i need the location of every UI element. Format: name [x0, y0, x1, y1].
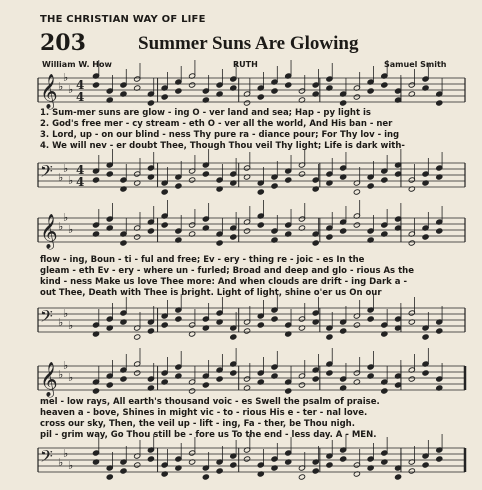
- note-head: [312, 376, 319, 382]
- note-head: [120, 376, 127, 382]
- note-head: [326, 370, 333, 376]
- bass-clef: 𝄢: [40, 446, 53, 470]
- note-head: [257, 189, 264, 195]
- flat-icon: ♭: [63, 447, 69, 460]
- note-head: [202, 382, 209, 388]
- note-head: [106, 474, 113, 480]
- note-head: [353, 322, 360, 328]
- note-head: [312, 240, 319, 246]
- note-head: [106, 382, 113, 388]
- time-signature: 4: [76, 175, 85, 189]
- note-head: [257, 94, 264, 100]
- lyric-line: 3. Lord, up - on our blind - ness Thy pure ra - diance pour; For Thy lov - ing: [40, 130, 400, 140]
- note-head: [243, 328, 250, 334]
- note-head: [298, 382, 305, 388]
- note-head: [216, 240, 223, 246]
- note-head: [216, 468, 223, 474]
- note-head: [175, 88, 182, 94]
- bass-clef: 𝄢: [40, 306, 53, 330]
- note-head: [285, 177, 292, 183]
- bass-staff-1: [0, 155, 482, 205]
- note-head: [134, 370, 141, 376]
- flat-icon: ♭: [68, 459, 74, 472]
- flat-icon: ♭: [68, 83, 74, 96]
- note-head: [381, 82, 388, 88]
- note-head: [161, 322, 168, 328]
- lyric-line: gleam - eth Ev - ery - where un - furled; Broad and deep and glo - rious As the: [40, 266, 414, 276]
- note-head: [243, 456, 250, 462]
- hymn-number: 203: [40, 30, 86, 56]
- treble-clef: 𝄞: [40, 214, 58, 249]
- note-head: [230, 234, 237, 240]
- lyric-line: flow - ing, Boun - ti - ful and free; Ev - ery - thing re - joic - es In the: [40, 255, 365, 265]
- flat-icon: ♭: [58, 80, 64, 93]
- tune-name: RUTH: [233, 60, 258, 69]
- note-head: [161, 222, 168, 228]
- note-head: [106, 171, 113, 177]
- note-head: [175, 183, 182, 189]
- note-head: [120, 468, 127, 474]
- note-head: [202, 171, 209, 177]
- note-head: [422, 462, 429, 468]
- note-head: [147, 456, 154, 462]
- treble-clef: 𝄞: [40, 362, 58, 397]
- lyric-line: kind - ness Make us love Thee more: And when clouds are drift - ing Dark a -: [40, 277, 407, 287]
- bass-clef: 𝄢: [40, 161, 53, 185]
- lyric-line: cross our sky, Then, the veil up - lift - ing, Fa - ther, be Thou nigh.: [40, 419, 355, 429]
- lyric-line: out Thee, Death with Thee is bright. Light of light, shine o'er us On our: [40, 288, 382, 298]
- note-head: [134, 462, 141, 468]
- note-head: [161, 94, 168, 100]
- note-head: [367, 88, 374, 94]
- note-head: [395, 474, 402, 480]
- note-head: [422, 370, 429, 376]
- note-head: [285, 388, 292, 394]
- flat-icon: ♭: [68, 319, 74, 332]
- note-head: [298, 474, 305, 480]
- note-head: [202, 474, 209, 480]
- note-head: [243, 228, 250, 234]
- lyric-line: mel - low rays, All earth's thousand voic - es Swell the psalm of praise.: [40, 397, 380, 407]
- note-head: [340, 100, 347, 106]
- flat-icon: ♭: [58, 456, 64, 469]
- note-head: [381, 388, 388, 394]
- note-head: [230, 334, 237, 340]
- note-head: [353, 222, 360, 228]
- note-head: [147, 228, 154, 234]
- composer-credit: Samuel Smith: [384, 60, 447, 69]
- flat-icon: ♭: [68, 371, 74, 384]
- note-head: [436, 228, 443, 234]
- note-head: [285, 82, 292, 88]
- note-head: [408, 240, 415, 246]
- note-head: [92, 388, 99, 394]
- note-head: [147, 328, 154, 334]
- note-head: [161, 189, 168, 195]
- note-head: [243, 100, 250, 106]
- note-head: [175, 316, 182, 322]
- bass-staff-2: [0, 300, 482, 350]
- bass-staff-3: [0, 440, 482, 490]
- flat-icon: ♭: [63, 307, 69, 320]
- flat-icon: ♭: [63, 211, 69, 224]
- note-head: [408, 376, 415, 382]
- author-credit: William W. How: [42, 60, 112, 69]
- note-head: [271, 183, 278, 189]
- note-head: [340, 228, 347, 234]
- flat-icon: ♭: [58, 171, 64, 184]
- note-head: [326, 334, 333, 340]
- note-head: [340, 328, 347, 334]
- note-head: [230, 370, 237, 376]
- note-head: [134, 234, 141, 240]
- note-head: [271, 88, 278, 94]
- note-head: [367, 316, 374, 322]
- note-head: [408, 468, 415, 474]
- hymn-title: Summer Suns Are Glowing: [138, 33, 359, 54]
- note-head: [436, 456, 443, 462]
- note-head: [92, 177, 99, 183]
- note-head: [120, 240, 127, 246]
- note-head: [189, 82, 196, 88]
- flat-icon: ♭: [63, 162, 69, 175]
- flat-icon: ♭: [63, 359, 69, 372]
- note-head: [257, 322, 264, 328]
- note-head: [326, 462, 333, 468]
- flat-icon: ♭: [58, 220, 64, 233]
- note-head: [367, 183, 374, 189]
- flat-icon: ♭: [68, 174, 74, 187]
- note-head: [298, 171, 305, 177]
- flat-icon: ♭: [58, 368, 64, 381]
- note-head: [92, 82, 99, 88]
- time-signature: 4: [76, 163, 85, 177]
- time-signature: 4: [76, 78, 85, 92]
- flat-icon: ♭: [63, 71, 69, 84]
- time-signature: 4: [76, 90, 85, 104]
- note-head: [147, 100, 154, 106]
- note-head: [436, 328, 443, 334]
- note-head: [436, 100, 443, 106]
- note-head: [422, 234, 429, 240]
- note-head: [312, 468, 319, 474]
- lyric-line: 1. Sum-mer suns are glow - ing O - ver land and sea; Hap - py light is: [40, 108, 371, 118]
- note-head: [353, 94, 360, 100]
- flat-icon: ♭: [68, 223, 74, 236]
- lyric-line: 2. God's free mer - cy stream - eth O - ver all the world, And His ban - ner: [40, 119, 393, 129]
- note-head: [257, 222, 264, 228]
- lyric-line: 4. We will nev - er doubt Thee, Though Thou veil Thy light; Life is dark with-: [40, 141, 405, 151]
- note-head: [189, 177, 196, 183]
- note-head: [134, 334, 141, 340]
- section-heading: THE CHRISTIAN WAY OF LIFE: [40, 14, 206, 25]
- note-head: [353, 189, 360, 195]
- note-head: [326, 234, 333, 240]
- note-head: [216, 376, 223, 382]
- treble-staff-2: [0, 210, 482, 260]
- note-head: [381, 177, 388, 183]
- treble-clef: 𝄞: [40, 74, 58, 109]
- note-head: [340, 456, 347, 462]
- note-head: [230, 462, 237, 468]
- note-head: [271, 316, 278, 322]
- lyric-line: pil - grim way, Go Thou still be - fore us To the end - less day. A - MEN.: [40, 430, 377, 440]
- note-head: [422, 334, 429, 340]
- note-head: [189, 388, 196, 394]
- flat-icon: ♭: [58, 316, 64, 329]
- lyric-line: heaven a - bove, Shines in might vic - to - rious His e - ter - nal love.: [40, 408, 368, 418]
